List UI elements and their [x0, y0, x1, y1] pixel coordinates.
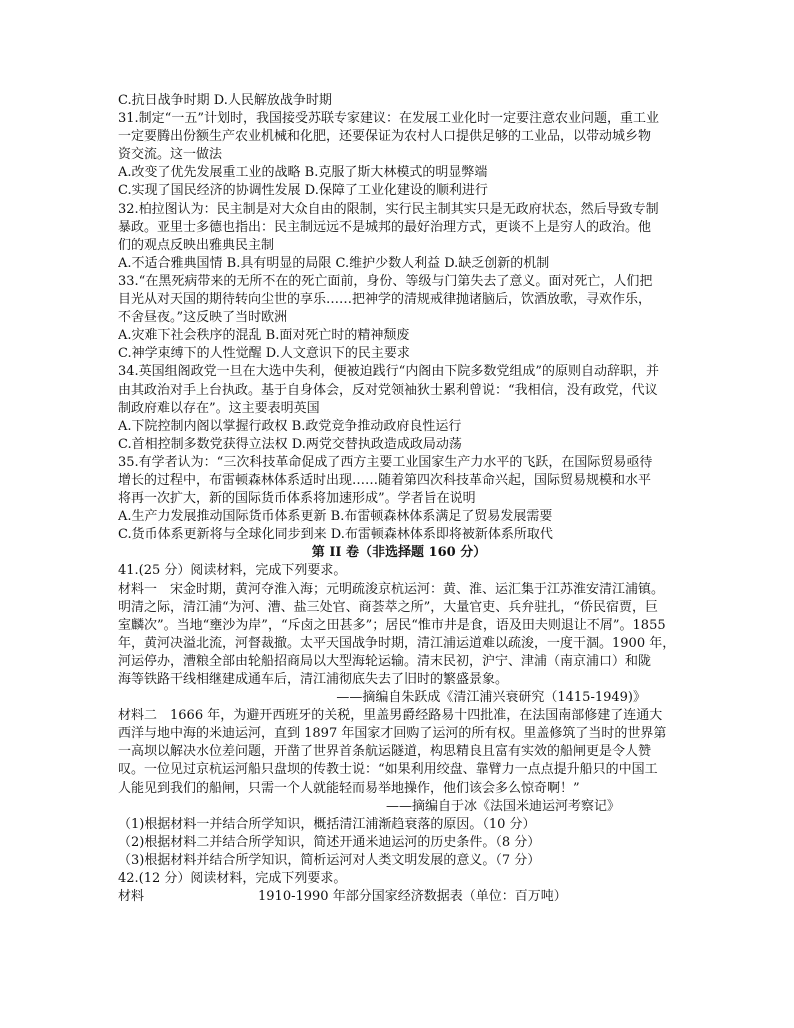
exam-page: [118, 92, 680, 906]
text-line: 们的观点反映出雅典民主制: [118, 237, 275, 253]
text-line: 目光从对天国的期待转向尘世的享乐……把神学的清规戒律抛诸脑后，饮酒放歌，寻欢作乐，: [118, 292, 652, 308]
text-line: 增长的过程中，布雷顿森林体系适时出现……随着第四次科技革命兴起，国际贸易规模和水平: [118, 472, 652, 488]
option-line: A.不适合雅典国情 B.具有明显的局限 C.维护少数人利益 D.缺乏创新的机制: [118, 255, 550, 271]
question-41-tasks: [118, 816, 680, 870]
material-line: 西洋与地中海的米迪运河，直到 1897 年国家才回购了运河的所有权。里盖修筑了当时的世界第: [118, 726, 667, 742]
task-item: （1)根据材料一并结合所学知识，概括清江浦渐趋衰落的原因。（10 分）: [118, 816, 536, 832]
material-2: [118, 707, 680, 797]
option-line: A.生产力发展推动国际货币体系更新 B.布雷顿森林体系满足了贸易发展需要: [118, 509, 553, 525]
option-line: C.首相控制多数党获得立法权 D.两党交替执政造成政局动荡: [118, 436, 462, 452]
table-caption-row: [118, 888, 680, 906]
text-line: 由其政治对手上台执政。基于自身体会，反对党领袖狄士累利曾说：“我相信，没有政党，代议: [118, 382, 658, 398]
option-line: A.改变了优先发展重工业的战略 B.克服了斯大林模式的明显弊端: [118, 165, 488, 181]
option-line: C.实现了国民经济的协调性发展 D.保障了工业化建设的顺利进行: [118, 183, 488, 199]
question-32-stem: 32.柏拉图认为：民主制是对大众自由的限制，实行民主制其实只是无政府状态，然后导致专制: [118, 201, 659, 217]
task-item: （2)根据材料二并结合所学知识，简述开通米迪运河的历史条件。（8 分）: [118, 834, 541, 850]
text-line: 资交流。这一做法: [118, 147, 223, 163]
question-42: [118, 870, 680, 906]
material-line: 年，黄河决溢北流，河督裁撤。太平天国战争时期，清江浦运道难以疏浚，一度干涸。1900 年，: [118, 635, 676, 651]
material-1-source: ——摘编自朱跃成《清江浦兴衰研究（1415-1949)》: [336, 690, 646, 706]
material-line: 材料一 宋金时期，黄河夺淮入海；元明疏浚京杭运河：黄、淮、运汇集于江苏淮安清江浦镇。: [118, 581, 665, 597]
question-31-stem: 31.制定“一五”计划时，我国接受苏联专家建议：在发展工业化时一定要注意农业问题，重工业: [118, 111, 659, 127]
material-line: 叹。一位见过京杭运河船只盘坝的传教士说：“如果利用绞盘、靠臂力一点点提升船只的中国工: [118, 762, 658, 778]
text-line: C.抗日战争时期 D.人民解放战争时期: [118, 93, 332, 108]
task-item: （3)根据材料并结合所学知识，简析运河对人类文明发展的意义。（7 分）: [118, 852, 541, 868]
text-line: 一定要腾出份额生产农业机械和化肥，还要保证为农村人口提供足够的工业品，以带动城乡物: [118, 129, 652, 145]
question-42-intro: 42.(12 分）阅读材料，完成下列要求。: [118, 871, 347, 887]
option-line: C.货币体系更新将与全球化同步到来 D.布雷顿森林体系即将被新体系所取代: [118, 527, 553, 543]
material-line: 一高坝以解决水位差问题，开凿了世界首条航运隧道，构思精良且富有实效的船闸更是令人赞: [118, 744, 652, 760]
material-line: 材料二 1666 年，为避开西班牙的关税，里盖男爵经路易十四批准，在法国南部修建了连通大: [118, 708, 663, 724]
material-label: 材料: [118, 889, 145, 905]
option-line: A.下院控制内阁以掌握行政权 B.政党竞争推动政府良性运行: [118, 418, 462, 434]
material-line: 河运停办，漕粮全部由轮船招商局以大型海轮运输。清末民初，沪宁、津浦（南京浦口）和陇: [118, 653, 652, 669]
question-33-stem: 33.“在黑死病带来的无所不在的死亡面前，身份、等级与门第失去了意义。面对死亡，人们把: [118, 273, 653, 289]
option-line: C.神学束缚下的人性觉醒 D.人文意识下的民主要求: [118, 346, 410, 362]
material-line: 室麟次”。当地“壅沙为岸”，“斥卤之田甚多”；居民“惟市井是食，语及田夫则退让不屑”。1855: [118, 617, 666, 633]
table-caption: 1910-1990 年部分国家经济数据表（单位：百万吨）: [258, 889, 567, 905]
material-1: [118, 581, 680, 690]
question-lines: [118, 92, 680, 544]
material-line: 海等铁路干线相继建成通车后，清江浦彻底失去了旧时的繁盛景象。: [118, 672, 509, 687]
material-line: 人能见到我们的船闸，只需一个人就能轻而易举地操作，他们该会多么惊奇啊！”: [118, 780, 580, 796]
material-line: 明清之际，清江浦“为河、漕、盐三处官、商荟萃之所”，大量官吏、兵弁驻扎，“侨民宿贾，巨: [118, 599, 658, 615]
question-41-intro: 41.(25 分）阅读材料，完成下列要求。: [118, 563, 347, 579]
text-line: 将再一次扩大，新的国际货币体系将加速形成”。学者旨在说明: [118, 491, 476, 507]
option-line: A.灾难下社会秩序的混乱 B.面对死亡时的精神颓废: [118, 328, 410, 344]
question-41: [118, 562, 680, 870]
question-34-stem: 34.英国组阁政党一旦在大选中失利，便被迫践行“内阁由下院多数党组成”的原则自动辞职，并: [118, 364, 659, 380]
text-line: 不舍昼夜。”这反映了当时欧洲: [118, 310, 288, 326]
material-2-source: ——摘编自于冰《法国米迪运河考察记》: [385, 798, 620, 814]
question-35-stem: 35.有学者认为：“三次科技革命促成了西方主要工业国家生产力水平的飞跃，在国际贸易亟待: [118, 454, 653, 470]
text-line: 暴政。亚里士多德也指出：民主制远远不是城邦的最好治理方式，更谈不上是穷人的政治。他: [118, 219, 652, 235]
part-title: 第 II 卷（非选择题 160 分）: [311, 545, 487, 561]
text-line: 制政府难以存在”。这主要表明英国: [118, 400, 320, 416]
